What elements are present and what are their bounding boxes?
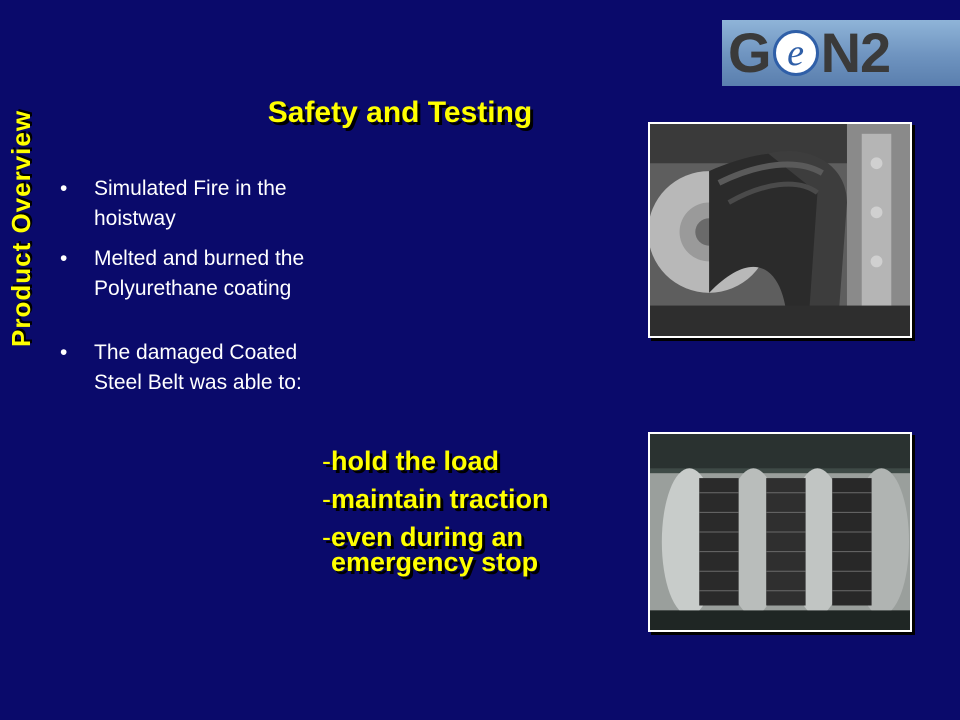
capability-text: maintain traction xyxy=(331,484,549,514)
gen2-logo xyxy=(722,20,960,86)
bullet-glyph: • xyxy=(60,341,68,364)
capability-text: even during an xyxy=(331,522,524,552)
bullet-item xyxy=(60,244,330,304)
dash-glyph: - xyxy=(322,522,331,552)
bullet-glyph: • xyxy=(60,247,68,270)
bullet-list xyxy=(60,174,330,408)
damaged-belts-pulley-photo xyxy=(648,432,912,632)
dash-glyph: - xyxy=(322,446,331,476)
bullet-glyph: • xyxy=(60,177,68,200)
bullet-text: Melted and burned the Polyurethane coating xyxy=(94,247,305,300)
dash-glyph: - xyxy=(322,484,331,514)
logo-letters-n2: N2 xyxy=(820,21,891,84)
capability-item xyxy=(322,442,622,480)
logo-letter-e: e xyxy=(773,30,819,76)
capability-list xyxy=(322,442,622,576)
logo-letter-g: G xyxy=(728,21,771,84)
capability-text: hold the load xyxy=(331,446,499,476)
capability-continuation: emergency stop xyxy=(331,547,539,577)
burned-belt-sheave-photo xyxy=(648,122,912,338)
slide-title: Safety and Testing xyxy=(267,96,533,129)
bullet-item xyxy=(60,174,330,234)
capability-item xyxy=(322,480,622,518)
side-section-title: Product Overview xyxy=(6,109,36,347)
bullet-text: The damaged Coated Steel Belt was able to: xyxy=(94,341,302,394)
bullet-item xyxy=(60,338,330,398)
damaged-belts-pulley-image xyxy=(650,434,910,630)
burned-belt-sheave-image xyxy=(650,124,910,336)
bullet-text: Simulated Fire in the hoistway xyxy=(94,177,287,230)
